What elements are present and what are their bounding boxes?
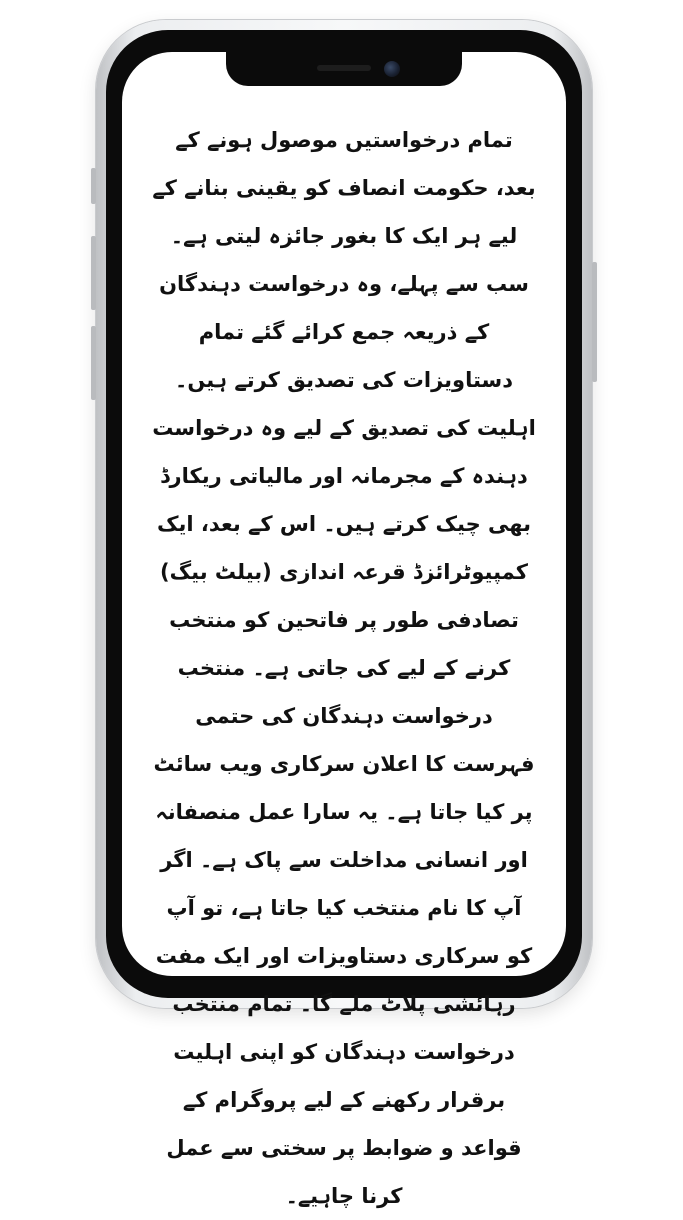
volume-down-button bbox=[91, 326, 96, 400]
speaker-grille bbox=[317, 65, 371, 71]
silent-switch bbox=[91, 168, 96, 204]
front-camera-icon bbox=[384, 61, 400, 77]
volume-up-button bbox=[91, 236, 96, 310]
phone-bezel bbox=[106, 30, 582, 1208]
power-button bbox=[592, 262, 597, 382]
phone-notch bbox=[226, 52, 462, 86]
article-content bbox=[152, 116, 536, 1208]
phone-screen bbox=[122, 52, 566, 1208]
phone-frame bbox=[96, 20, 592, 1208]
article-paragraph: تمام درخواستیں موصول ہونے کے بعد، حکومت انصاف کو یقینی بنانے کے لیے ہر ایک کا بغور جائزہ لیتی ہے۔ سب سے پہلے، وہ درخواست دہندگان کے ذریعہ جمع کرائے گئے تمام دستاویزات کی تصدیق کرتے ہیں۔ اہلیت کی تصدیق کے لیے وہ درخواست دہندہ کے مجرمانہ اور مالیاتی ریکارڈ بھی چیک کرتے ہیں۔ اس کے بعد، ایک کمپیوٹرائزڈ قرعہ اندازی (بیلٹ بیگ) تصادفی طور پر فاتحین کو منتخب کرنے کے لیے کی جاتی ہے۔ منتخب درخواست دہندگان کی حتمی فہرست کا اعلان سرکاری ویب سائٹ پر کیا جاتا ہے۔ یہ سارا عمل منصفانہ اور انسانی مداخلت سے پاک ہے۔ اگر آپ کا نام منتخب کیا جاتا ہے، تو آپ کو سرکاری دستاویزات اور ایک مفت رہائشی پلاٹ ملے گا۔ تمام منتخب درخواست دہندگان کو اپنی اہلیت برقرار رکھنے کے لیے پروگرام کے قواعد و ضوابط پر سختی سے عمل کرنا چاہیے۔ bbox=[152, 128, 536, 1208]
